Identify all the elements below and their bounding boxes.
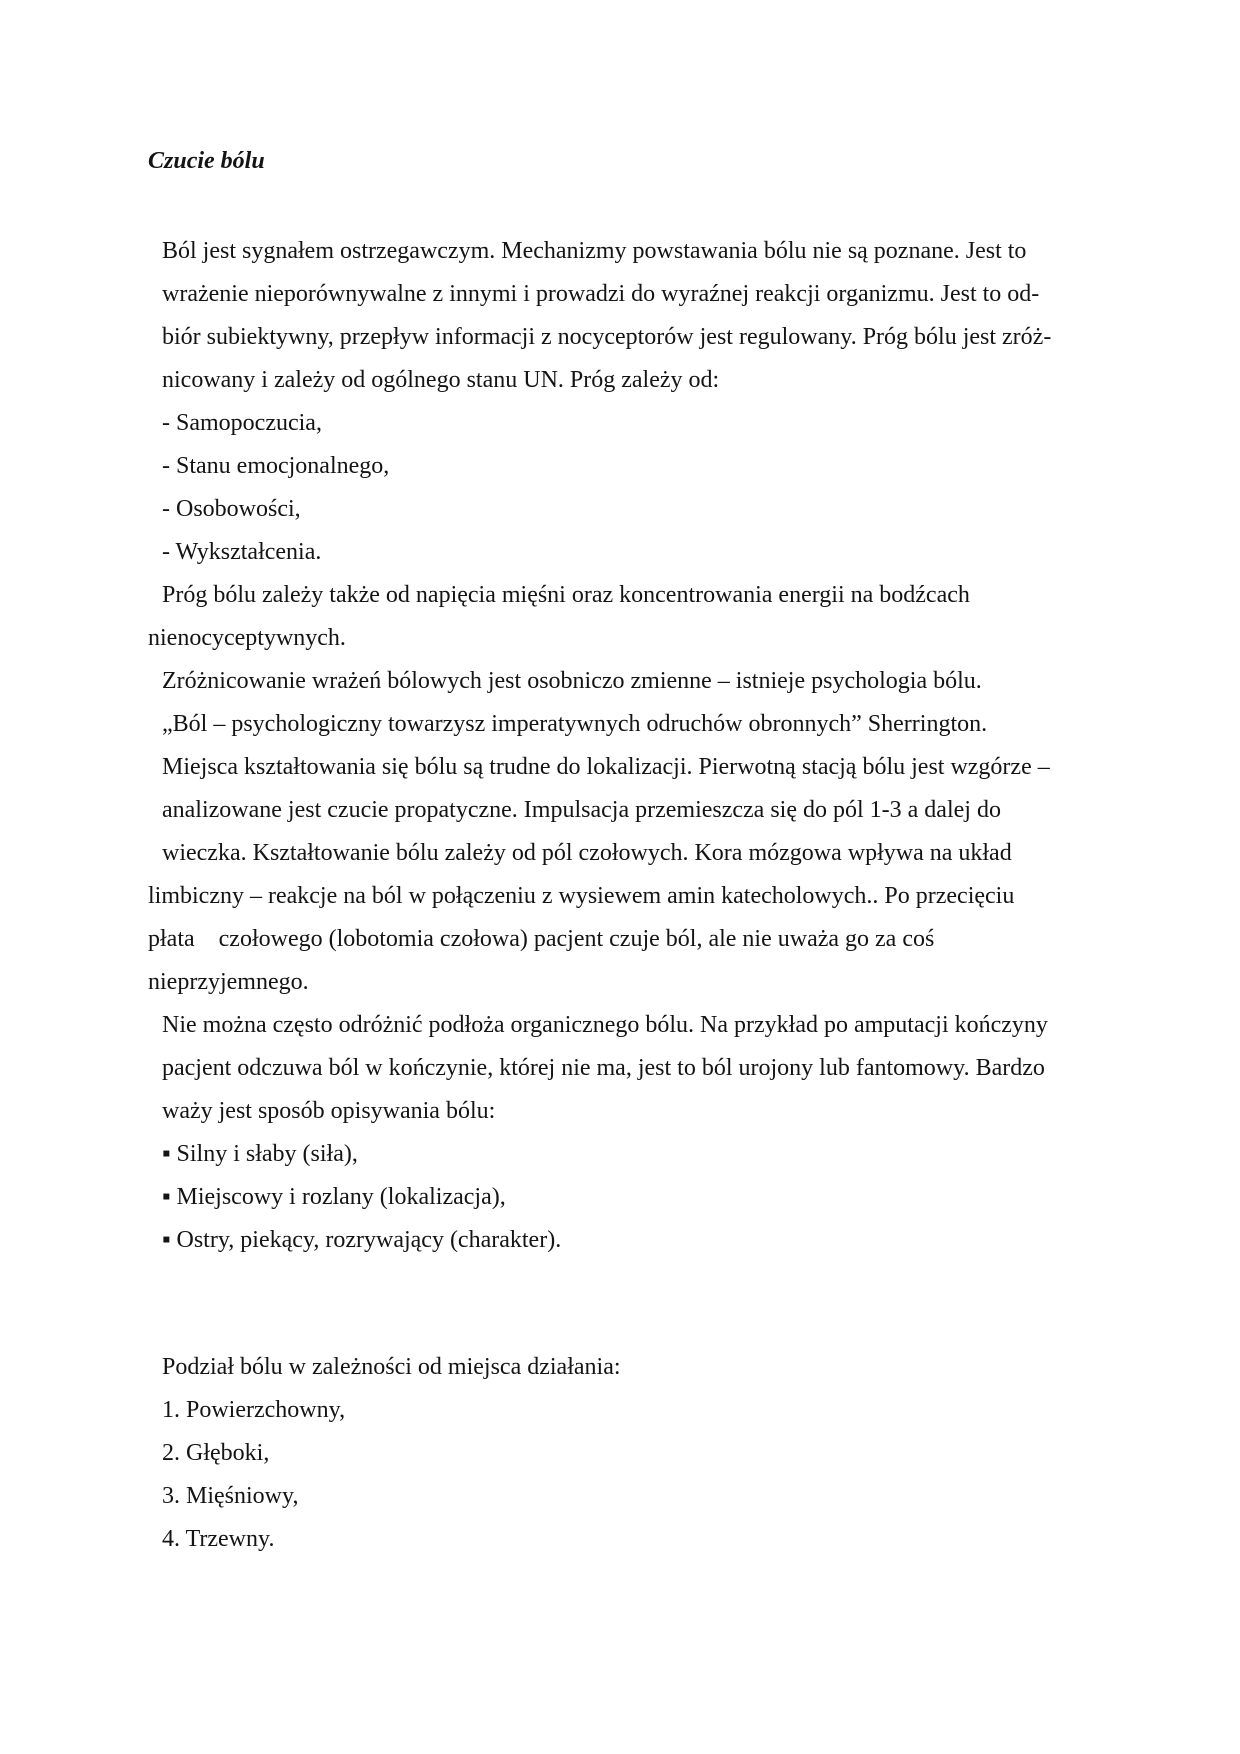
document-title: Czucie bólu bbox=[148, 148, 265, 174]
text-line: Podział bólu w zależności od miejsca działania: bbox=[162, 1354, 621, 1380]
list-item: - Samopoczucia, bbox=[162, 410, 322, 436]
bullet-item: ▪ Silny i słaby (siła), bbox=[162, 1141, 358, 1167]
text-line: płata czołowego (lobotomia czołowa) pacjent czuje ból, ale nie uważa go za coś bbox=[148, 926, 935, 952]
text-line: nicowany i zależy od ogólnego stanu UN. Próg zależy od: bbox=[162, 367, 720, 393]
numbered-item: 3. Mięśniowy, bbox=[162, 1483, 299, 1509]
bullet-item: ▪ Miejscowy i rozlany (lokalizacja), bbox=[162, 1184, 506, 1210]
text-line: biór subiektywny, przepływ informacji z nocyceptorów jest regulowany. Próg bólu jest zróż- bbox=[162, 324, 1052, 350]
text-line: wieczka. Kształtowanie bólu zależy od pól czołowych. Kora mózgowa wpływa na układ bbox=[162, 840, 1012, 866]
text-line: Zróżnicowanie wrażeń bólowych jest osobniczo zmienne – istnieje psychologia bólu. bbox=[162, 668, 982, 694]
text-line: nieprzyjemnego. bbox=[148, 969, 309, 995]
list-item: - Osobowości, bbox=[162, 496, 301, 522]
text-line: Ból jest sygnałem ostrzegawczym. Mechanizmy powstawania bólu nie są poznane. Jest to bbox=[162, 238, 1027, 264]
list-item: - Stanu emocjonalnego, bbox=[162, 453, 390, 479]
text-line: Próg bólu zależy także od napięcia mięśni oraz koncentrowania energii na bodźcach bbox=[162, 582, 970, 608]
text-line: wrażenie nieporównywalne z innymi i prowadzi do wyraźnej reakcji organizmu. Jest to od- bbox=[162, 281, 1040, 307]
text-line: waży jest sposób opisywania bólu: bbox=[162, 1098, 496, 1124]
numbered-item: 1. Powierzchowny, bbox=[162, 1397, 346, 1423]
numbered-item: 4. Trzewny. bbox=[162, 1526, 275, 1552]
text-line: Nie można często odróżnić podłoża organicznego bólu. Na przykład po amputacji kończyny bbox=[162, 1012, 1048, 1038]
quote-line: „Ból – psychologiczny towarzysz imperatywnych odruchów obronnych” Sherrington. bbox=[162, 711, 988, 737]
bullet-item: ▪ Ostry, piekący, rozrywający (charakter). bbox=[162, 1227, 562, 1253]
numbered-item: 2. Głęboki, bbox=[162, 1440, 270, 1466]
text-line: Miejsca kształtowania się bólu są trudne do lokalizacji. Pierwotną stacją bólu jest wzgórze – bbox=[162, 754, 1050, 780]
text-line: analizowane jest czucie propatyczne. Impulsacja przemieszcza się do pól 1-3 a dalej do bbox=[162, 797, 1001, 823]
text-line: limbiczny – reakcje na ból w połączeniu z wysiewem amin katecholowych.. Po przecięciu bbox=[148, 883, 1015, 909]
list-item: - Wykształcenia. bbox=[162, 539, 322, 565]
text-line: pacjent odczuwa ból w kończynie, której nie ma, jest to ból urojony lub fantomowy. Bardzo bbox=[162, 1055, 1045, 1081]
text-line: nienocyceptywnych. bbox=[148, 625, 346, 651]
